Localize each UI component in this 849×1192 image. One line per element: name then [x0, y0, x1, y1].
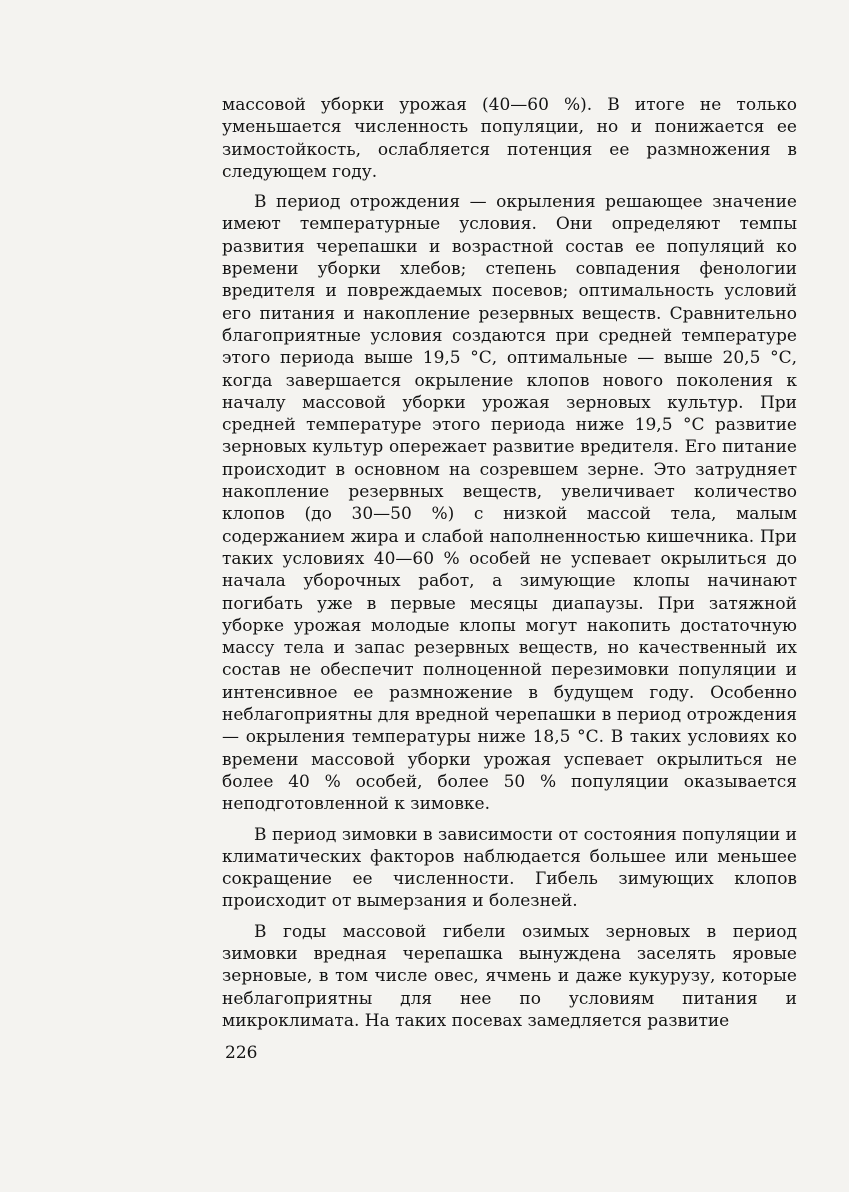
paragraph-2: В период отрождения — окрыления решающее значение имеют температурные условия. Они определяют темпы развития черепашки и возрастной состав ее популяций ко времени уборки хлебов; степень совпадения фенологии вредителя и повреждаемых посевов; оптимальность условий его питания и накопление резервных веществ. Сравнительно благоприятные условия создаются при средней температуре этого периода выше 19,5 °С, оптимальные — выше 20,5 °С, когда завершается окрыление клопов нового поколения к началу массовой уборки урожая зерновых культур. При средней температуре этого периода ниже 19,5 °С развитие зерновых культур опережает развитие вредителя. Его питание происходит в основном на созревшем зерне. Это затрудняет накопление резервных веществ, увеличивает количество клопов (до 30—50 %) с низкой массой тела, малым содержанием жира и слабой наполненностью кишечника. При таких условиях 40—60 % особей не успевает окрылиться до начала уборочных работ, а зимующие клопы начинают погибать уже в первые месяцы диапаузы. При затяжной уборке урожая молодые клопы могут накопить достаточную массу тела и запас резервных веществ, но качественный их состав не обеспечит полноценной перезимовки популяции и интенсивное ее размножение в будущем году. Особенно неблагоприятны для вредной черепашки в период отрождения — окрыления температуры ниже 18,5 °С. В таких условиях ко времени массовой уборки урожая успевает окрылиться не более 40 % особей, более 50 % популяции оказывается неподготовленной к зимовке.	[222, 192, 797, 815]
paragraph-1: массовой уборки урожая (40—60 %). В итоге не только уменьшается численность популяции, но и понижается ее зимостойкость, ослабляется потенция ее размножения в следующем году.	[222, 95, 797, 182]
page-number: 226	[225, 1043, 258, 1063]
paragraph-3: В период зимовки в зависимости от состояния популяции и климатических факторов наблюдается большее или меньшее сокращение ее численности. Гибель зимующих клопов происходит от вымерзания и болезней.	[222, 824, 797, 912]
paragraph-4: В годы массовой гибели озимых зерновых в период зимовки вредная черепашка вынуждена заселять яровые зерновые, в том числе овес, ячмень и даже кукурузу, которые неблагоприятны для нее по условиям питания и микроклимата. На таких посевах замедляется развитие	[222, 921, 797, 1031]
body-text	[222, 94, 797, 1040]
